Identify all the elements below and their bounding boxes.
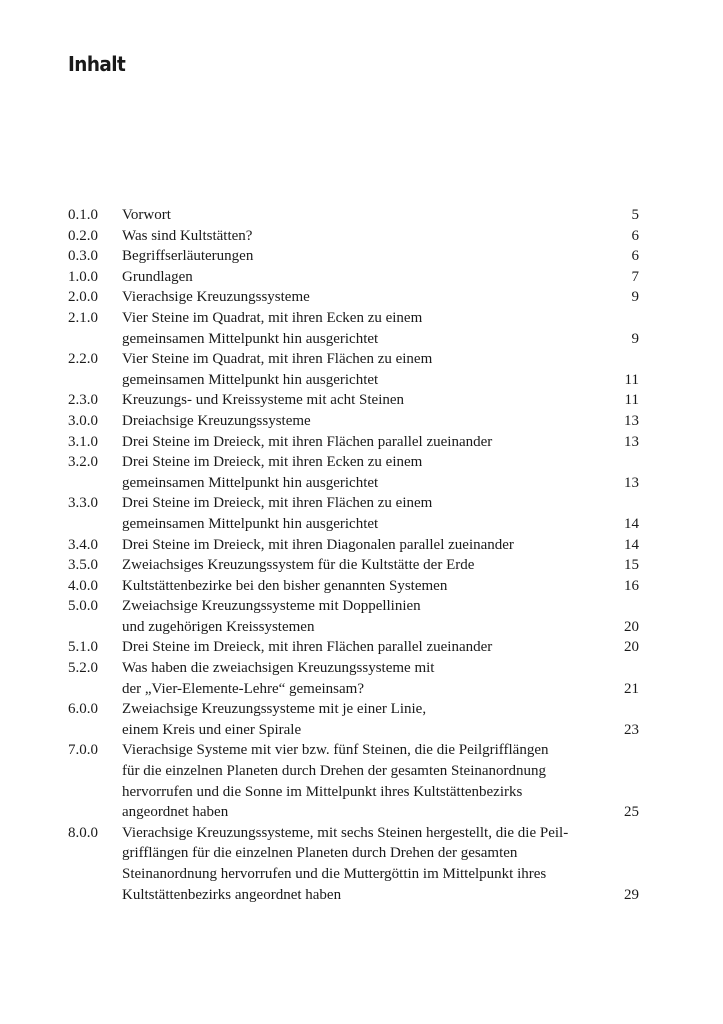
toc-entry bbox=[68, 555, 639, 576]
toc-entry-title: Vierachsige Kreuzungssysteme, mit sechs Steinen hergestellt, die die Peil- bbox=[122, 824, 569, 841]
toc-entry-number: 3.1.0 bbox=[68, 433, 98, 450]
toc-entry-title: und zugehörigen Kreissystemen bbox=[122, 618, 315, 635]
toc-entry-number: 3.0.0 bbox=[68, 412, 98, 429]
toc-entry-title: gemeinsamen Mittelpunkt hin ausgerichtet bbox=[122, 371, 379, 388]
toc-entry-page: 13 bbox=[624, 433, 639, 450]
toc-entry-page: 11 bbox=[624, 392, 639, 409]
toc-entry-number: 5.0.0 bbox=[68, 598, 98, 615]
toc-entry-title: Drei Steine im Dreieck, mit ihren Diagonalen parallel zueinander bbox=[122, 536, 514, 553]
toc-entry-page: 6 bbox=[631, 248, 639, 265]
toc-entry-title: grifflängen für die einzelnen Planeten durch Drehen der gesamten bbox=[122, 845, 518, 862]
toc-entry-title: Vier Steine im Quadrat, mit ihren Flächen zu einem bbox=[122, 351, 433, 368]
toc-entry bbox=[68, 823, 639, 905]
toc-entry-number: 2.1.0 bbox=[68, 309, 98, 326]
toc-entry-page: 16 bbox=[624, 577, 639, 594]
toc-entry-title: Drei Steine im Dreieck, mit ihren Flächen parallel zueinander bbox=[122, 433, 493, 450]
toc-entry-title: gemeinsamen Mittelpunkt hin ausgerichtet bbox=[122, 330, 379, 347]
toc-entry-page: 7 bbox=[631, 268, 639, 285]
toc-entry bbox=[68, 740, 639, 822]
toc-entry-title: Vier Steine im Quadrat, mit ihren Ecken zu einem bbox=[122, 309, 423, 326]
toc-entry-title: Zweiachsiges Kreuzungssystem für die Kultstätte der Erde bbox=[122, 557, 475, 574]
toc-entry-number: 5.1.0 bbox=[68, 639, 98, 656]
toc-entry bbox=[68, 390, 639, 411]
toc-entry-title: Drei Steine im Dreieck, mit ihren Ecken zu einem bbox=[122, 454, 423, 471]
toc-entry-page: 11 bbox=[624, 371, 639, 388]
toc-entry-title: der „Vier-Elemente-Lehre“ gemeinsam? bbox=[122, 680, 364, 697]
toc-entry bbox=[68, 452, 639, 493]
toc-entry-title: Vorwort bbox=[122, 207, 171, 223]
toc-entry-title: gemeinsamen Mittelpunkt hin ausgerichtet bbox=[122, 515, 379, 532]
toc-entry-page: 13 bbox=[624, 474, 639, 491]
toc-entry-title: Steinanordnung hervorrufen und die Muttergöttin im Mittelpunkt ihres bbox=[122, 866, 547, 882]
toc-entry-number: 4.0.0 bbox=[68, 577, 98, 594]
toc-entry-page: 13 bbox=[624, 412, 639, 429]
toc-entry bbox=[68, 535, 639, 556]
toc-entry bbox=[68, 267, 639, 288]
toc-entry-title: Was sind Kultstätten? bbox=[122, 227, 253, 244]
toc-entry-page: 20 bbox=[624, 639, 639, 656]
toc-entry-page: 14 bbox=[624, 515, 639, 532]
toc-entry bbox=[68, 287, 639, 308]
toc-entry-number: 1.0.0 bbox=[68, 268, 98, 285]
toc-entry-title: Vierachsige Kreuzungssysteme bbox=[122, 289, 310, 306]
toc-entry-title: Vierachsige Systeme mit vier bzw. fünf Steinen, die die Peilgrifflängen bbox=[122, 742, 549, 759]
page-title: Inhalt bbox=[68, 52, 126, 76]
toc-entry-page: 29 bbox=[624, 886, 639, 903]
toc-entry-title: Zweiachsige Kreuzungssysteme mit je einer Linie, bbox=[122, 701, 427, 718]
toc-entry-page: 15 bbox=[624, 557, 639, 574]
toc-entry bbox=[68, 349, 639, 390]
toc-entry-page: 23 bbox=[624, 721, 639, 738]
toc-entry-number: 0.3.0 bbox=[68, 248, 98, 265]
toc-entry bbox=[68, 205, 639, 226]
toc-entry-number: 2.2.0 bbox=[68, 351, 98, 368]
toc-entry-number: 0.1.0 bbox=[68, 207, 98, 223]
toc-entry-page: 14 bbox=[624, 536, 639, 553]
toc-entry-title: Grundlagen bbox=[122, 268, 193, 285]
toc-entry-title: Drei Steine im Dreieck, mit ihren Flächen zu einem bbox=[122, 495, 433, 512]
toc-entry bbox=[68, 308, 639, 349]
toc-entry-number: 3.4.0 bbox=[68, 536, 98, 553]
toc-entry-number: 3.3.0 bbox=[68, 495, 98, 512]
toc-entry-number: 7.0.0 bbox=[68, 742, 98, 759]
toc-entry-number: 6.0.0 bbox=[68, 701, 98, 718]
toc-entry bbox=[68, 432, 639, 453]
toc-entry-title: einem Kreis und einer Spirale bbox=[122, 721, 302, 738]
toc-entry-title: Was haben die zweiachsigen Kreuzungssysteme mit bbox=[122, 660, 435, 677]
toc-entry-page: 25 bbox=[624, 804, 639, 821]
toc-entry-page: 20 bbox=[624, 618, 639, 635]
toc-entry-number: 2.0.0 bbox=[68, 289, 98, 306]
toc-entry bbox=[68, 699, 639, 740]
toc-entry bbox=[68, 246, 639, 267]
toc-entry-title: Drei Steine im Dreieck, mit ihren Flächen parallel zueinander bbox=[122, 639, 493, 656]
table-of-contents bbox=[68, 205, 639, 905]
toc-entry-number: 5.2.0 bbox=[68, 660, 98, 677]
toc-entry-page: 9 bbox=[631, 289, 639, 306]
toc-entry-title: angeordnet haben bbox=[122, 804, 229, 821]
toc-entry-title: hervorrufen und die Sonne im Mittelpunkt ihres Kultstättenbezirks bbox=[122, 783, 523, 800]
toc-entry-number: 0.2.0 bbox=[68, 227, 98, 244]
toc-entry-number: 8.0.0 bbox=[68, 824, 98, 841]
toc-entry bbox=[68, 226, 639, 247]
toc-entry-page: 21 bbox=[624, 680, 639, 697]
toc-entry-number: 3.5.0 bbox=[68, 557, 98, 574]
toc-entry-title: gemeinsamen Mittelpunkt hin ausgerichtet bbox=[122, 474, 379, 491]
toc-entry-number: 2.3.0 bbox=[68, 392, 98, 409]
toc-entry-title: Begriffserläuterungen bbox=[122, 248, 254, 265]
toc-entry-title: Zweiachsige Kreuzungssysteme mit Doppellinien bbox=[122, 598, 421, 615]
toc-entry-page: 5 bbox=[631, 207, 639, 223]
toc-entry-title: Kreuzungs- und Kreissysteme mit acht Steinen bbox=[122, 392, 405, 409]
toc-entry-title: Kultstättenbezirke bei den bisher genannten Systemen bbox=[122, 577, 448, 594]
toc-entry-page: 6 bbox=[631, 227, 639, 244]
toc-entry bbox=[68, 576, 639, 597]
toc-entry-number: 3.2.0 bbox=[68, 454, 98, 471]
toc-entry bbox=[68, 596, 639, 637]
toc-entry-page: 9 bbox=[631, 330, 639, 347]
toc-entry-title: für die einzelnen Planeten durch Drehen der gesamten Steinanordnung bbox=[122, 763, 547, 780]
toc-entry bbox=[68, 658, 639, 699]
toc-entry bbox=[68, 411, 639, 432]
toc-entry bbox=[68, 637, 639, 658]
toc-entry bbox=[68, 493, 639, 534]
toc-entry-title: Kultstättenbezirks angeordnet haben bbox=[122, 886, 342, 903]
toc-entry-title: Dreiachsige Kreuzungssysteme bbox=[122, 412, 311, 429]
